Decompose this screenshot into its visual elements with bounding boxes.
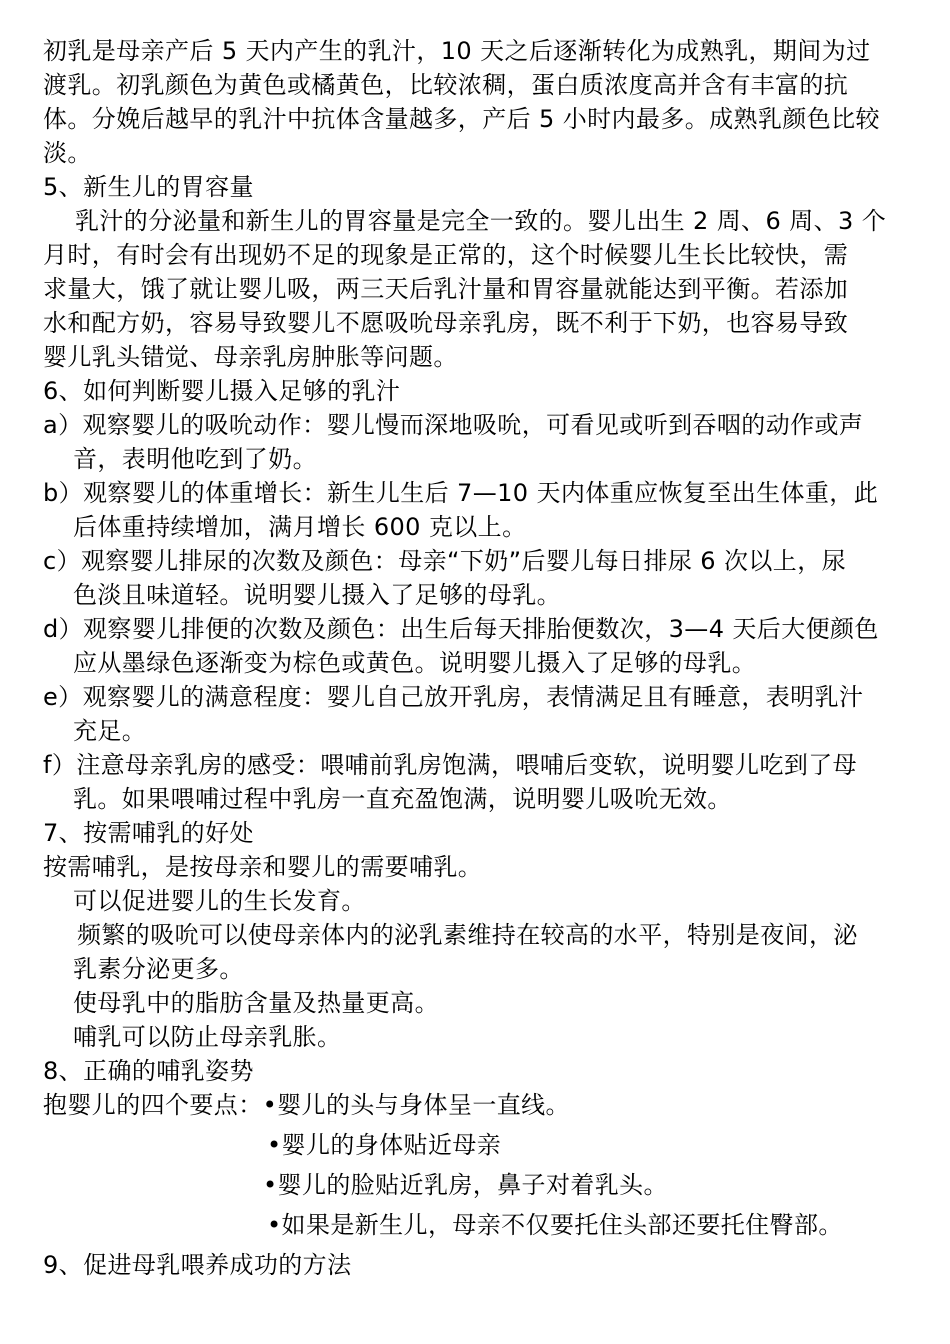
list-item-continuation: 色淡且味道轻。说明婴儿摄入了足够的母乳。 <box>73 581 561 609</box>
text-line: 求量大，饿了就让婴儿吸，两三天后乳汁量和胃容量就能达到平衡。若添加 <box>43 275 849 303</box>
section-heading: 5、新生儿的胃容量 <box>43 173 254 201</box>
list-item-continuation: 后体重持续增加，满月增长 600 克以上。 <box>73 513 527 541</box>
text-line: 乳汁的分泌量和新生儿的胃容量是完全一致的。婴儿出生 2 周、6 周、3 个 <box>75 207 887 235</box>
section-heading: 8、正确的哺乳姿势 <box>43 1057 254 1085</box>
text-line: 水和配方奶，容易导致婴儿不愿吸吮母亲乳房，既不利于下奶，也容易导致 <box>43 309 849 337</box>
section-heading: 9、促进母乳喂养成功的方法 <box>43 1251 352 1279</box>
section-heading: 7、按需哺乳的好处 <box>43 819 254 847</box>
section-heading: 6、如何判断婴儿摄入足够的乳汁 <box>43 377 401 405</box>
text-line: 按需哺乳，是按母亲和婴儿的需要哺乳。 <box>43 853 483 881</box>
bullet-item: •婴儿的身体贴近母亲 <box>267 1131 502 1159</box>
text-line: 淡。 <box>43 139 92 167</box>
bullet-item: •如果是新生儿，母亲不仅要托住头部还要托住臀部。 <box>267 1211 843 1239</box>
text-line: 婴儿乳头错觉、母亲乳房肿胀等问题。 <box>43 343 458 371</box>
text-line: 哺乳可以防止母亲乳胀。 <box>73 1023 342 1051</box>
bullet-item: •婴儿的脸贴近乳房，鼻子对着乳头。 <box>263 1171 668 1199</box>
text-line: 使母乳中的脂肪含量及热量更高。 <box>73 989 439 1017</box>
list-item: e）观察婴儿的满意程度：婴儿自己放开乳房，表情满足且有睡意，表明乳汁 <box>43 683 864 711</box>
list-item-continuation: 音，表明他吃到了奶。 <box>73 445 317 473</box>
text-line: 乳素分泌更多。 <box>73 955 244 983</box>
list-item: b）观察婴儿的体重增长：新生儿生后 7—10 天内体重应恢复至出生体重，此 <box>43 479 879 507</box>
list-item: a）观察婴儿的吸吮动作：婴儿慢而深地吸吮，可看见或听到吞咽的动作或声 <box>43 411 864 439</box>
list-item-continuation: 乳。如果喂哺过程中乳房一直充盈饱满，说明婴儿吸吮无效。 <box>73 785 732 813</box>
text-line: 月时，有时会有出现奶不足的现象是正常的，这个时候婴儿生长比较快，需 <box>43 241 849 269</box>
text-line: 体。分娩后越早的乳汁中抗体含量越多，产后 5 小时内最多。成熟乳颜色比较 <box>43 105 880 133</box>
text-line: 渡乳。初乳颜色为黄色或橘黄色，比较浓稠，蛋白质浓度高并含有丰富的抗 <box>43 71 849 99</box>
text-line: 初乳是母亲产后 5 天内产生的乳汁，10 天之后逐渐转化为成熟乳，期间为过 <box>43 37 871 65</box>
text-line: 频繁的吸吮可以使母亲体内的泌乳素维持在较高的水平，特别是夜间，泌 <box>77 921 858 949</box>
list-item: f）注意母亲乳房的感受：喂哺前乳房饱满，喂哺后变软，说明婴儿吃到了母 <box>43 751 858 779</box>
list-item: c）观察婴儿排尿的次数及颜色：母亲“下奶”后婴儿每日排尿 6 次以上，尿 <box>43 547 846 575</box>
list-item-continuation: 充足。 <box>73 717 147 745</box>
list-item-continuation: 应从墨绿色逐渐变为棕色或黄色。说明婴儿摄入了足够的母乳。 <box>73 649 757 677</box>
list-item: d）观察婴儿排便的次数及颜色：出生后每天排胎便数次，3—4 天后大便颜色 <box>43 615 879 643</box>
text-line: 抱婴儿的四个要点：•婴儿的头与身体呈一直线。 <box>43 1091 570 1119</box>
text-line: 可以促进婴儿的生长发育。 <box>73 887 366 915</box>
